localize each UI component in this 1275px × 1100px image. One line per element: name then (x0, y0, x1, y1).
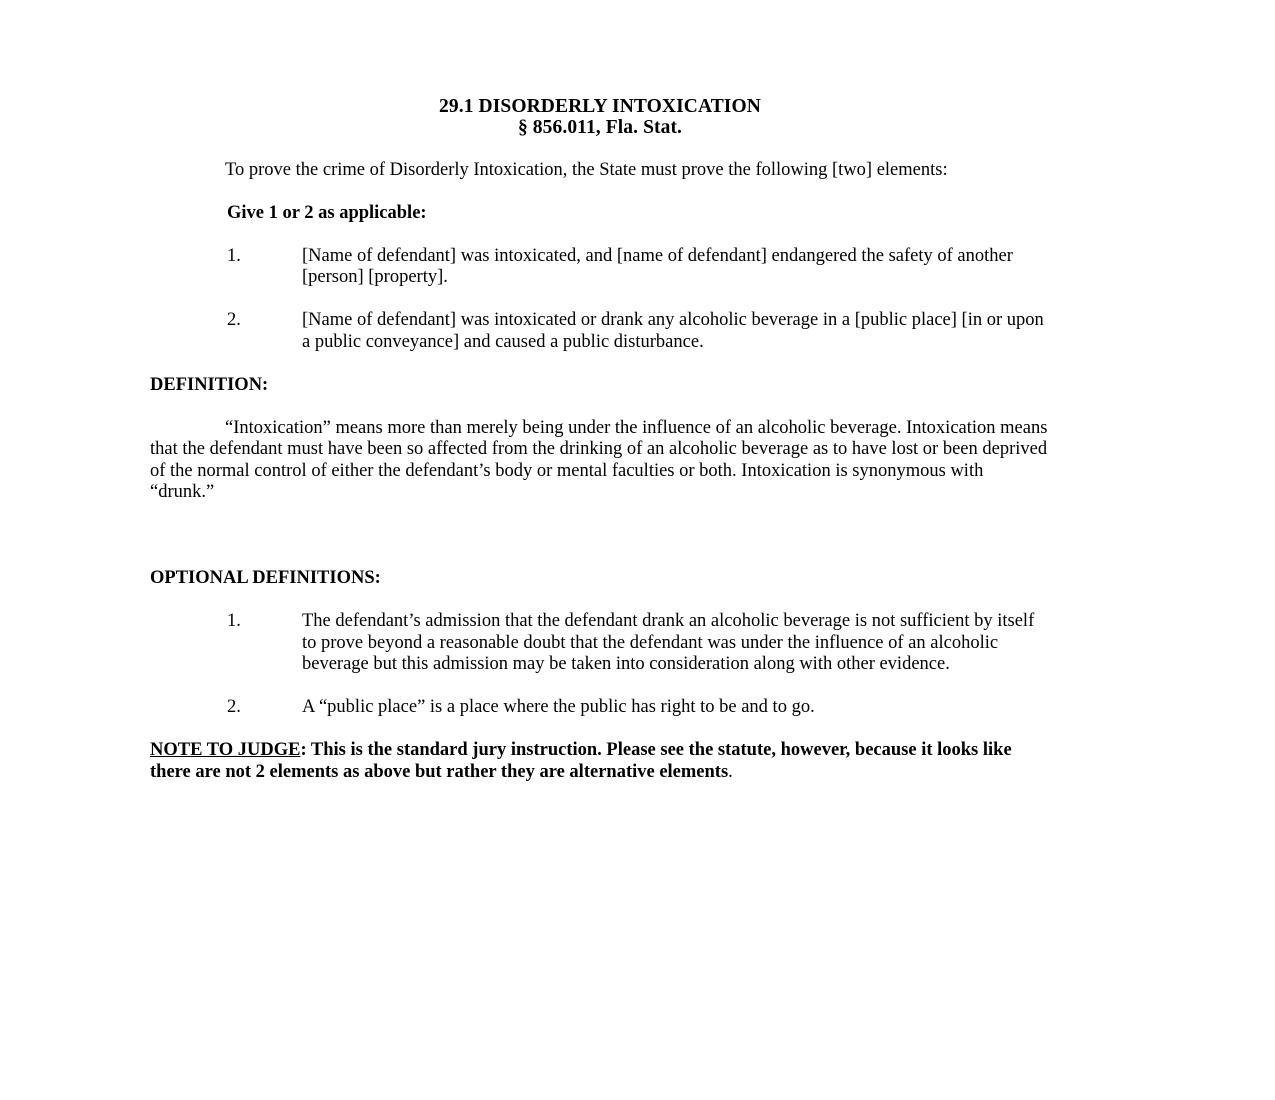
element-number: 1. (227, 245, 241, 266)
spacer (150, 547, 1050, 569)
definition-paragraph: “Intoxication” means more than merely being under the influence of an alcoholic beverage. Intoxication means that the defendant must have been so affected from the drinking of an alcoholic beverage as to have lost or been deprived of the normal control of either the defendant’s body or mental faculties or both. Intoxication is synonymous with “drunk.” (150, 417, 1048, 502)
optional-definition-item (150, 697, 1050, 719)
spacer (150, 289, 1050, 311)
element-text: [Name of defendant] was intoxicated, and [name of defendant] endangered the safety of another [person] [property]. (302, 245, 1013, 287)
optional-definition-text: The defendant’s admission that the defendant drank an alcoholic beverage is not sufficient by itself to prove beyond a reasonable doubt that the defendant was under the influence of an alcoholic beverage but this admission may be taken into consideration along with other evidence. (302, 611, 1035, 674)
definition-heading: DEFINITION: (150, 374, 269, 395)
page-title (150, 96, 1050, 138)
title-instruction-number: 29.1 DISORDERLY INTOXICATION (439, 96, 761, 117)
intro-paragraph: To prove the crime of Disorderly Intoxication, the State must prove the following [two] elements: (225, 159, 948, 180)
spacer (150, 138, 1050, 160)
spacer (150, 353, 1050, 375)
spacer (150, 525, 1050, 547)
spacer (150, 181, 1050, 203)
spacer (150, 590, 1050, 612)
spacer (150, 719, 1050, 741)
optional-definition-number: 1. (227, 611, 241, 631)
spacer (150, 676, 1050, 698)
spacer (150, 396, 1050, 418)
spacer (150, 224, 1050, 246)
give-applicable-heading: Give 1 or 2 as applicable: (227, 202, 427, 223)
note-to-judge-label: NOTE TO JUDGE (150, 740, 301, 760)
title-statute-citation: § 856.011, Fla. Stat. (517, 117, 683, 138)
element-text: [Name of defendant] was intoxicated or drank any alcoholic beverage in a [public place] [in or upon a public conveyance] and caused a public disturbance. (302, 310, 1044, 352)
document-content (150, 96, 1050, 783)
note-to-judge-period: . (728, 761, 733, 782)
note-to-judge-body: : This is the standard jury instruction. Please see the statute, however, because it looks like there are not 2 elements as above but rather they are alternative elements (150, 740, 1012, 782)
spacer (150, 504, 1050, 526)
optional-definition-text: A “public place” is a place where the public has right to be and to go. (302, 697, 815, 717)
element-item (150, 246, 1050, 289)
element-item (150, 310, 1050, 353)
optional-definition-item (150, 611, 1050, 676)
optional-definitions-heading: OPTIONAL DEFINITIONS: (150, 568, 381, 588)
optional-definition-number: 2. (227, 697, 241, 717)
note-to-judge (150, 740, 1050, 783)
element-number: 2. (227, 310, 241, 330)
